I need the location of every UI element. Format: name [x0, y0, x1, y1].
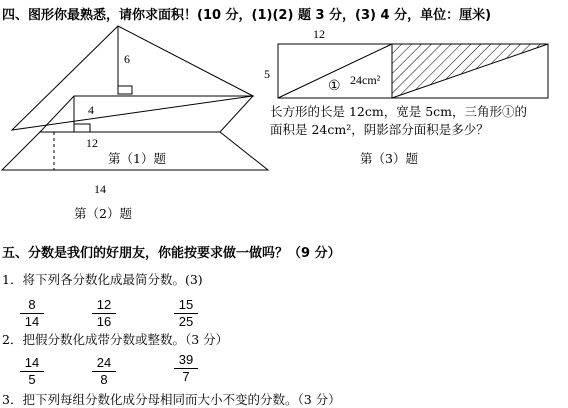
denominator: 8: [100, 372, 108, 387]
fig3-area-label: 24cm²: [350, 73, 381, 87]
numerator: 39: [178, 352, 194, 367]
q3-text: 3．把下列每组分数化成分母相同而大小不变的分数。（3 分）: [2, 392, 341, 407]
fig3-caption: 第（3）题: [360, 151, 418, 166]
denominator: 25: [178, 314, 194, 329]
denominator: 7: [182, 369, 190, 384]
numerator: 8: [28, 297, 36, 312]
numerator: 12: [96, 297, 112, 312]
q2-fraction-3: [174, 353, 198, 384]
fig3-top-label: 12: [313, 27, 325, 41]
figure-2-parallelogram: [40, 96, 253, 132]
fig1-caption: 第（1）题: [108, 151, 166, 166]
q2-fraction-2: [92, 356, 116, 387]
q1-fraction-1: [20, 298, 44, 329]
numerator: 15: [178, 297, 194, 312]
fig3-circle-label: ①: [328, 79, 341, 94]
denominator: 14: [24, 314, 40, 329]
fig1-height-label: 6: [124, 52, 130, 66]
fig3-description-line2: 面积是 24cm²，阴影部分面积是多少？: [270, 122, 489, 137]
q1-text: 1．将下列各分数化成最简分数。(3): [2, 272, 203, 287]
q1-fraction-2: [92, 298, 116, 329]
figure-3-rectangle: [278, 44, 548, 98]
q2-text: 2．把假分数化成带分数或整数。（3 分）: [2, 332, 229, 347]
denominator: 5: [28, 372, 36, 387]
q2-fraction-1: [20, 356, 44, 387]
section4-heading: 四、图形你最熟悉，请你求面积！(10 分，(1)(2) 题 3 分，(3) 4 分，单位：厘米): [2, 8, 492, 23]
fig2-caption: 第（2）题: [74, 206, 132, 221]
denominator: 16: [96, 314, 112, 329]
q1-fraction-3: [174, 298, 198, 329]
numerator: 24: [96, 355, 112, 370]
fig2-height-label: 4: [88, 103, 94, 117]
figure-1-triangle: [12, 26, 253, 130]
fig1-base-label: 12: [86, 136, 98, 150]
fig2-base-label: 14: [94, 182, 106, 196]
section5-heading: 五、分数是我们的好朋友，你能按要求做一做吗？（9 分）: [2, 246, 341, 261]
numerator: 14: [24, 355, 40, 370]
fig3-side-label: 5: [264, 67, 270, 81]
fig3-description-line1: 长方形的长是 12cm，宽是 5cm，三角形①的: [270, 104, 528, 119]
